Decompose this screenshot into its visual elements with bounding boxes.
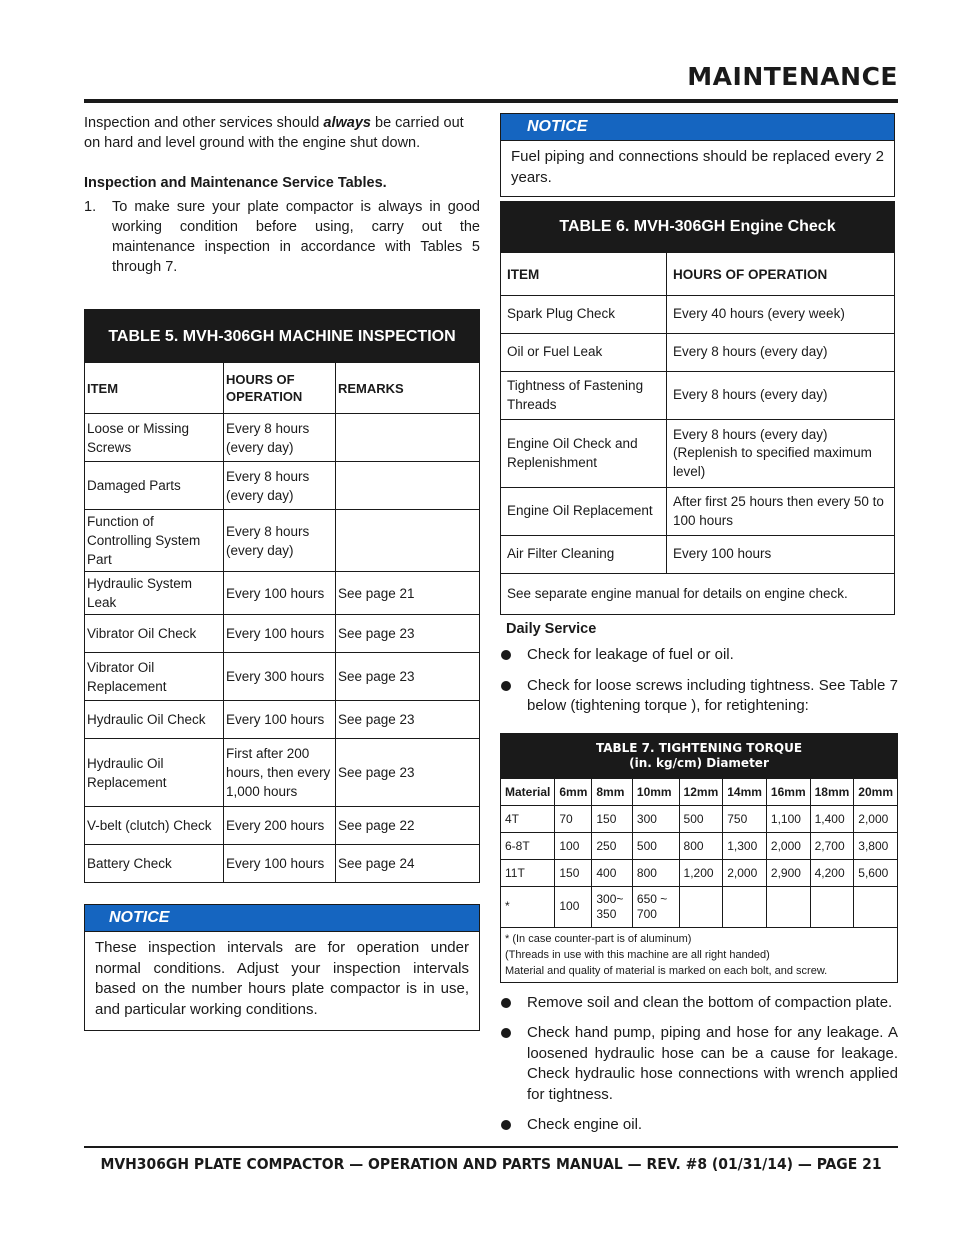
- table-cell: 4,200: [810, 859, 854, 886]
- table-5-header: HOURS OF OPERATION: [224, 363, 336, 414]
- table-cell: Tightness of Fastening Threads: [501, 372, 667, 420]
- table-cell: *: [501, 886, 555, 927]
- table-cell: Every 40 hours (every week): [667, 296, 895, 334]
- table-cell: 5,600: [854, 859, 898, 886]
- table-cell: 1,300: [723, 832, 767, 859]
- table-row: [85, 739, 480, 807]
- table-7-title: TABLE 7. TIGHTENING TORQUE (in. kg/cm) Diameter: [501, 733, 898, 778]
- table-cell: 1,400: [810, 805, 854, 832]
- table-row: [501, 488, 895, 536]
- table-cell: 800: [679, 832, 723, 859]
- intro-emphasis: always: [323, 115, 371, 131]
- table-row: [85, 462, 480, 510]
- table-header: 14mm: [723, 778, 767, 805]
- table-header: 16mm: [766, 778, 810, 805]
- table-cell: First after 200 hours, then every 1,000 hours: [224, 739, 336, 807]
- table-cell: 2,000: [766, 832, 810, 859]
- table-row: [501, 805, 898, 832]
- table-cell: 100: [555, 832, 592, 859]
- table-cell: [679, 886, 723, 927]
- table-cell: See page 22: [336, 807, 480, 845]
- table-cell: [336, 462, 480, 510]
- table-cell: See page 23: [336, 701, 480, 739]
- step-1: 1. To make sure your plate compactor is always in good working condition before using, carry out the maintenance inspection in accordance with Tables 5 through 7.: [84, 199, 480, 275]
- notice-fuel-piping: [500, 113, 895, 197]
- table-cell: [810, 886, 854, 927]
- table-cell: Every 8 hours (every day): [667, 334, 895, 372]
- table-cell: Every 8 hours (every day): [224, 414, 336, 462]
- notice-inspection-intervals: [84, 904, 480, 1031]
- table-header: 6mm: [555, 778, 592, 805]
- table-cell: 400: [592, 859, 633, 886]
- table-5-title: TABLE 5. MVH-306GH MACHINE INSPECTION: [85, 310, 480, 363]
- intro-paragraph: Inspection and other services should always be carried out on hard and level ground with the engine shut down.: [84, 115, 464, 151]
- table-row: [85, 414, 480, 462]
- table-cell: After first 25 hours then every 50 to 100 hours: [667, 488, 895, 536]
- table-5-header: REMARKS: [336, 363, 480, 414]
- table-cell: Spark Plug Check: [501, 296, 667, 334]
- table-cell: Battery Check: [85, 845, 224, 883]
- table-cell: Vibrator Oil Replacement: [85, 653, 224, 701]
- table-cell: 500: [632, 832, 679, 859]
- table-cell: See page 21: [336, 572, 480, 615]
- table-cell: Engine Oil Replacement: [501, 488, 667, 536]
- table-row: [85, 807, 480, 845]
- left-column: [84, 113, 480, 1031]
- table-cell: Engine Oil Check and Replenishment: [501, 420, 667, 488]
- table-cell: 500: [679, 805, 723, 832]
- table-cell: [854, 886, 898, 927]
- table-cell: Every 8 hours (every day): [224, 510, 336, 572]
- table-cell: [723, 886, 767, 927]
- table-header: Material: [501, 778, 555, 805]
- table-cell: Damaged Parts: [85, 462, 224, 510]
- table-cell: 150: [592, 805, 633, 832]
- table-7-notes: * (In case counter-part is of aluminum) (Threads in use with this machine are all right handed) Material and quality of material is marked on each bolt, and screw.: [501, 927, 898, 982]
- table-cell: 2,900: [766, 859, 810, 886]
- table-row: [85, 572, 480, 615]
- table-row: [85, 845, 480, 883]
- notice-text: These inspection intervals are for operation under normal conditions. Adjust your inspection intervals based on the number hours plate compactor is in use, and particular working conditions.: [95, 939, 469, 1018]
- list-item: Check hand pump, piping and hose for any leakage. A loosened hydraulic hose can be a cause for leakage. Check hydraulic hose connections with wrench applied for tightness.: [500, 1023, 898, 1105]
- list-item: Check for leakage of fuel or oil.: [500, 645, 898, 666]
- table-row: [85, 653, 480, 701]
- table-cell: 100: [555, 886, 592, 927]
- table-cell: Every 8 hours (every day): [224, 462, 336, 510]
- table-header: 20mm: [854, 778, 898, 805]
- notice-label: NOTICE: [85, 905, 479, 932]
- table-cell: 70: [555, 805, 592, 832]
- table-cell: 650 ~ 700: [632, 886, 679, 927]
- table-cell: 11T: [501, 859, 555, 886]
- table-cell: Hydraulic Oil Replacement: [85, 739, 224, 807]
- table-cell: Every 100 hours: [224, 701, 336, 739]
- table-row: [85, 615, 480, 653]
- table-cell: Every 200 hours: [224, 807, 336, 845]
- table-header: 8mm: [592, 778, 633, 805]
- table-cell: 6-8T: [501, 832, 555, 859]
- table-row: [501, 334, 895, 372]
- table-cell: Function of Controlling System Part: [85, 510, 224, 572]
- page-footer: MVH306GH PLATE COMPACTOR — OPERATION AND PARTS MANUAL — REV. #8 (01/31/14) — PAGE 21: [100, 1155, 882, 1173]
- table-7-tightening-torque: [500, 733, 898, 983]
- table-row: [85, 701, 480, 739]
- table-row: [501, 536, 895, 574]
- daily-service-heading: Daily Service: [506, 621, 597, 637]
- table-cell: See page 23: [336, 739, 480, 807]
- table-header: 10mm: [632, 778, 679, 805]
- table-cell: 2,000: [723, 859, 767, 886]
- table-cell: 150: [555, 859, 592, 886]
- table-cell: V-belt (clutch) Check: [85, 807, 224, 845]
- notice-label: NOTICE: [501, 114, 894, 141]
- table-cell: See page 23: [336, 653, 480, 701]
- table-cell: See page 23: [336, 615, 480, 653]
- table-cell: Air Filter Cleaning: [501, 536, 667, 574]
- table-cell: 800: [632, 859, 679, 886]
- notice-text: Fuel piping and connections should be replaced every 2 years.: [511, 148, 884, 186]
- table-cell: 3,800: [854, 832, 898, 859]
- table-header: 12mm: [679, 778, 723, 805]
- table-row: [501, 372, 895, 420]
- table-6-footnote: See separate engine manual for details on engine check.: [501, 574, 895, 615]
- table-6-header: ITEM: [501, 253, 667, 296]
- table-cell: 300: [632, 805, 679, 832]
- table-cell: Every 300 hours: [224, 653, 336, 701]
- table-row: [501, 859, 898, 886]
- table-cell: 750: [723, 805, 767, 832]
- table-cell: Oil or Fuel Leak: [501, 334, 667, 372]
- table-cell: Every 100 hours: [667, 536, 895, 574]
- table-5-machine-inspection: [84, 309, 480, 883]
- right-column: [500, 113, 898, 1146]
- table-6-title: TABLE 6. MVH-306GH Engine Check: [501, 202, 895, 253]
- table-cell: See page 24: [336, 845, 480, 883]
- table-row: [501, 296, 895, 334]
- table-cell: 1,100: [766, 805, 810, 832]
- daily-service-list: [500, 645, 898, 717]
- table-row: [501, 886, 898, 927]
- table-6-engine-check: [500, 201, 895, 615]
- list-item: Check for loose screws including tightness. See Table 7 below (tightening torque ), for retightening:: [500, 676, 898, 717]
- table-cell: Hydraulic System Leak: [85, 572, 224, 615]
- table-cell: Every 100 hours: [224, 615, 336, 653]
- table-cell: 2,000: [854, 805, 898, 832]
- tables-heading: Inspection and Maintenance Service Tables.: [84, 175, 387, 191]
- table-cell: [766, 886, 810, 927]
- table-cell: 4T: [501, 805, 555, 832]
- table-cell: 300~ 350: [592, 886, 633, 927]
- table-cell: Every 100 hours: [224, 572, 336, 615]
- table-cell: [336, 510, 480, 572]
- table-5-header: ITEM: [85, 363, 224, 414]
- table-cell: 1,200: [679, 859, 723, 886]
- header-rule: [84, 99, 898, 103]
- daily-service-list-continued: [500, 993, 898, 1136]
- table-header: 18mm: [810, 778, 854, 805]
- table-row: [501, 832, 898, 859]
- table-cell: Vibrator Oil Check: [85, 615, 224, 653]
- table-cell: Every 100 hours: [224, 845, 336, 883]
- table-cell: 250: [592, 832, 633, 859]
- table-row: [85, 510, 480, 572]
- table-cell: [336, 414, 480, 462]
- table-cell: Loose or Missing Screws: [85, 414, 224, 462]
- list-item: Check engine oil.: [500, 1115, 898, 1136]
- table-cell: Hydraulic Oil Check: [85, 701, 224, 739]
- footer-rule: [84, 1146, 898, 1148]
- table-6-header: HOURS OF OPERATION: [667, 253, 895, 296]
- table-cell: Every 8 hours (every day) (Replenish to specified maximum level): [667, 420, 895, 488]
- table-cell: Every 8 hours (every day): [667, 372, 895, 420]
- list-item: Remove soil and clean the bottom of compaction plate.: [500, 993, 898, 1014]
- page-title: MAINTENANCE: [687, 62, 898, 91]
- table-row: [501, 420, 895, 488]
- table-cell: 2,700: [810, 832, 854, 859]
